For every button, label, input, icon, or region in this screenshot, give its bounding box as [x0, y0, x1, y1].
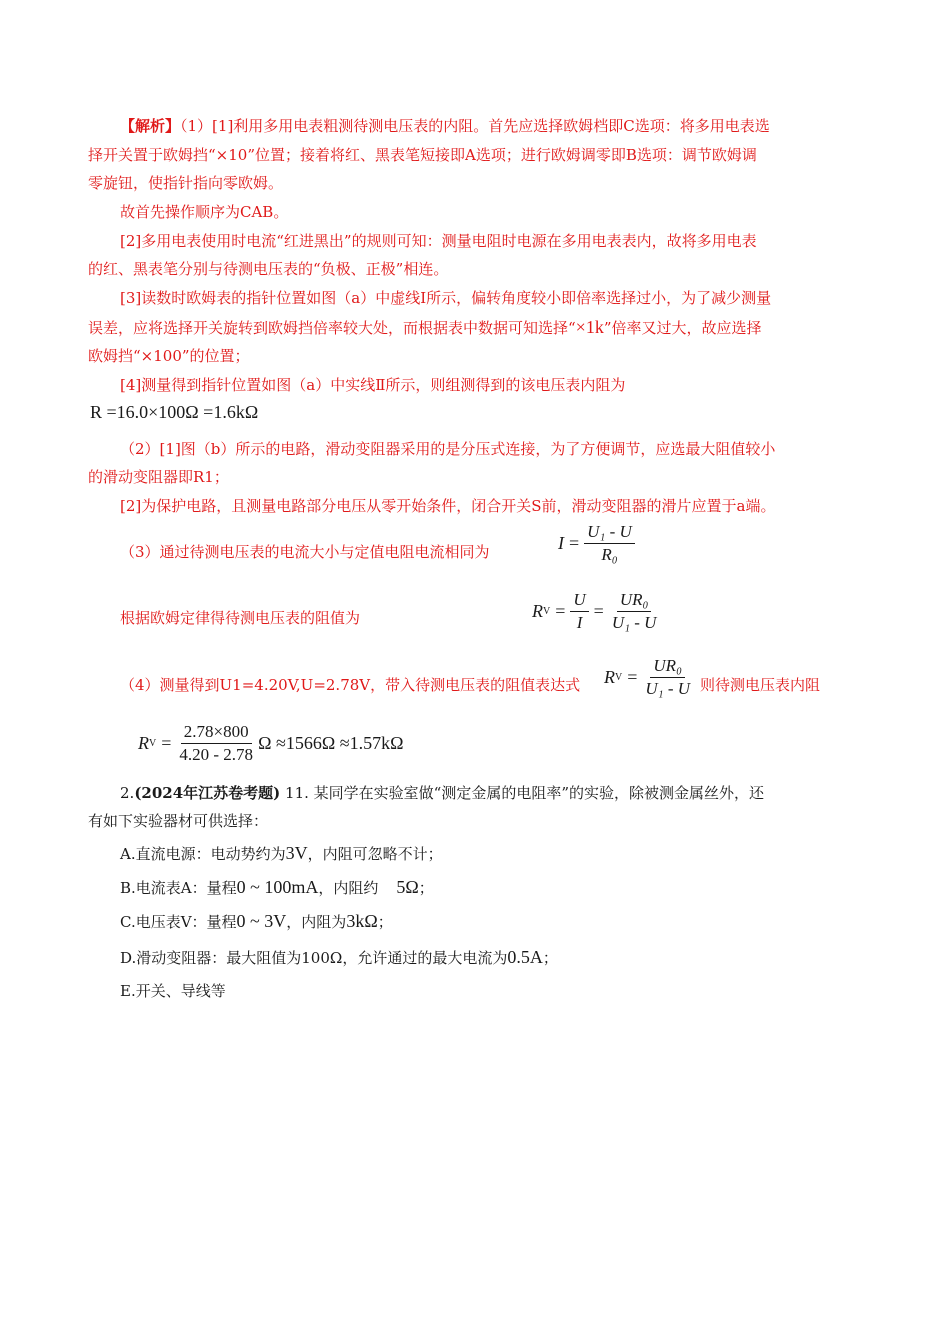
equation-lhs-subscript: V: [149, 738, 157, 749]
fraction: [642, 656, 693, 699]
question-source: (2024年江苏卷考题): [134, 784, 281, 802]
fraction-numerator: UR₀: [650, 656, 685, 678]
equation-lhs: R: [138, 733, 149, 753]
question-text: 11. 某同学在实验室做“测定金属的电阻率”的实验，除被测金属丝外，还: [280, 784, 764, 802]
equation-lhs: I: [558, 533, 564, 553]
solution-text: ”倍率又过大，故应选择: [603, 319, 762, 337]
solution-line: [4]测量得到指针位置如图（a）中实线Ⅱ所示，则组测得到的该电压表内阻为: [120, 376, 626, 394]
solution-line: [2]为保护电路，且测量电路部分电压从零开始条件，闭合开关S前，滑动变阻器的滑片应置于a端。: [120, 497, 776, 515]
solution-line: 则待测电压表内阻: [700, 676, 821, 694]
equation-r-result: [90, 402, 258, 423]
option-text: ；: [542, 949, 558, 967]
solution-line: （4）测量得到U1=4.20V,U=2.78V，带入待测电压表的阻值表达式: [120, 676, 581, 694]
question-number: 2.: [120, 784, 135, 802]
equals-sign: =: [555, 601, 566, 621]
equation-lhs: R: [532, 601, 543, 621]
option-value: 3V: [285, 843, 308, 863]
equation-result: Ω ≈1566Ω ≈1.57kΩ: [258, 733, 404, 753]
fraction: [176, 722, 256, 765]
option-text: ；: [377, 913, 393, 931]
option-c: [120, 906, 393, 937]
option-e: E.开关、导线等: [120, 982, 226, 1000]
solution-line: 故首先操作顺序为CAB。: [120, 203, 289, 221]
fraction-numerator: UR₀: [617, 590, 652, 612]
equals-sign: =: [627, 667, 638, 687]
option-text: B.电流表A：量程: [120, 879, 237, 897]
fraction-denominator: I: [576, 613, 583, 632]
option-text: C.电压表V：量程: [120, 913, 237, 931]
solution-line: （3）通过待测电压表的电流大小与定值电阻电流相同为: [120, 543, 490, 561]
fraction: [584, 522, 635, 565]
question-line: [120, 778, 764, 808]
fraction-denominator: U₁ - U: [611, 613, 657, 632]
solution-tag: 【解析】: [120, 117, 181, 135]
option-d: [120, 942, 558, 973]
option-text: D.滑动变阻器：最大阻值为100Ω，允许通过的最大电流为: [120, 949, 508, 967]
equation-lhs-subscript: V: [615, 672, 623, 683]
option-value: 0.5A: [507, 947, 543, 967]
fraction-numerator: 2.78×800: [181, 722, 252, 744]
equation-current: [558, 522, 635, 565]
solution-line: [120, 111, 770, 141]
fraction-numerator: U: [570, 590, 588, 612]
option-value: 0 ~ 3V: [236, 911, 287, 931]
equals-sign: =: [161, 733, 172, 753]
solution-line: [88, 312, 762, 343]
option-b: [120, 872, 434, 903]
option-text: ，内阻可忽略不计；: [307, 845, 443, 863]
solution-line: 零旋钮，使指针指向零欧姆。: [88, 174, 284, 192]
solution-line: 欧姆挡“×100”的位置；: [88, 347, 250, 365]
fraction-denominator: U₁ - U: [645, 679, 691, 698]
equals-sign: =: [593, 601, 604, 621]
equation-final-value: [138, 722, 403, 765]
equation-resistance: [532, 590, 659, 633]
equation-lhs: R: [604, 667, 615, 687]
option-a: [120, 838, 443, 869]
solution-text: 误差，应将选择开关旋转到欧姆挡倍率较大处，而根据表中数据可知选择“: [88, 319, 576, 337]
equation-lhs-subscript: V: [543, 606, 551, 617]
solution-line: [3]读数时欧姆表的指针位置如图（a）中虚线Ⅰ所示，偏转角度较小即倍率选择过小，为了减少测量: [120, 289, 772, 307]
fraction: [609, 590, 660, 633]
solution-line: 根据欧姆定律得待测电压表的阻值为: [120, 609, 361, 627]
option-value: 0 ~ 100mA: [236, 877, 319, 897]
option-text: ；: [418, 879, 434, 897]
solution-line: [2]多用电表使用时电流“红进黑出”的规则可知：测量电阻时电源在多用电表表内，故将多用电表: [120, 232, 757, 250]
solution-line: 的红、黑表笔分别与待测电压表的“负极、正极”相连。: [88, 260, 449, 278]
fraction-denominator: R₀: [601, 545, 618, 564]
option-value: 3kΩ: [346, 911, 378, 931]
option-text: ，内阻为: [286, 913, 347, 931]
solution-line: 的滑动变阻器即R1；: [88, 468, 229, 486]
equation-resistance-expression: [604, 656, 693, 699]
fraction: [570, 590, 588, 633]
option-text: A.直流电源：电动势约为: [120, 845, 286, 863]
solution-line: （2）[1]图（b）所示的电路，滑动变阻器采用的是分压式连接，为了方便调节，应选最大阻值较小: [120, 440, 776, 458]
fraction-numerator: U₁ - U: [584, 522, 635, 544]
fraction-denominator: 4.20 - 2.78: [179, 745, 254, 764]
question-line: 有如下实验器材可供选择：: [88, 812, 269, 830]
solution-line: 择开关置于欧姆挡“×10”位置；接着将红、黑表笔短接即A选项；进行欧姆调零即B选项：调节欧姆调: [88, 146, 757, 164]
option-text: ，内阻约: [318, 879, 379, 897]
option-value: 5Ω: [396, 877, 419, 897]
equation-text: R =16.0×100Ω =1.6kΩ: [90, 402, 259, 422]
multiplier-value: ×1k: [575, 317, 604, 337]
solution-text: （1）[1]利用多用电表粗测待测电压表的内阻。首先应选择欧姆档即C选项：将多用电表选: [180, 117, 770, 135]
equals-sign: =: [569, 533, 580, 553]
